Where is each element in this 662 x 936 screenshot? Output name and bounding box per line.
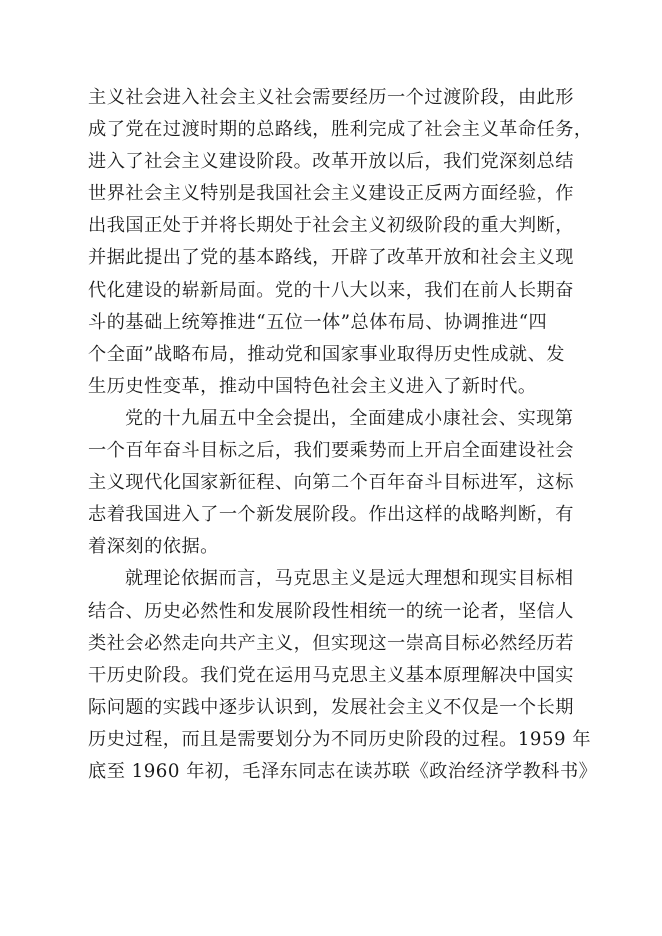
text-line: 志着我国进入了一个新发展阶段。作出这样的战略判断，有 (88, 504, 574, 526)
text-line: 代化建设的崭新局面。党的十八大以来，我们在前人长期奋 (88, 279, 574, 301)
text-line: 进入了社会主义建设阶段。改革开放以后，我们党深刻总结 (88, 151, 574, 173)
text-line: 底至 1960 年初，毛泽东同志在读苏联《政治经济学教科书》 (88, 760, 598, 782)
text-line: 出我国正处于并将长期处于社会主义初级阶段的重大判断， (88, 215, 574, 237)
text-line: 斗的基础上统筹推进“五位一体”总体布局、协调推进“四 (88, 311, 548, 333)
text-line: 着深刻的依据。 (88, 536, 219, 558)
text-line: 个全面”战略布局，推动党和国家事业取得历史性成就、发 (88, 343, 565, 365)
body-text (88, 82, 598, 788)
text-line: 主义现代化国家新征程、向第二个百年奋斗目标进军，这标 (88, 472, 574, 494)
text-line: 结合、历史必然性和发展阶段性相统一的统一论者，坚信人 (88, 600, 574, 622)
paragraph-1 (88, 82, 593, 403)
text-line: 类社会必然走向共产主义，但实现这一崇高目标必然经历若 (88, 632, 574, 654)
text-line: 一个百年奋斗目标之后，我们要乘势而上开启全面建设社会 (88, 440, 574, 462)
text-line: 生历史性变革，推动中国特色社会主义进入了新时代。 (88, 375, 537, 397)
text-line: 干历史阶段。我们党在运用马克思主义基本原理解决中国实 (88, 664, 574, 686)
text-line: 党的十九届五中全会提出，全面建成小康社会、实现第 (125, 407, 574, 429)
paragraph-3 (88, 563, 598, 788)
text-line: 成了党在过渡时期的总路线，胜利完成了社会主义革命任务， (88, 119, 593, 141)
text-line: 主义社会进入社会主义社会需要经历一个过渡阶段，由此形 (88, 87, 574, 108)
text-line: 就理论依据而言，马克思主义是远大理想和现实目标相 (125, 568, 574, 590)
text-line: 历史过程，而且是需要划分为不同历史阶段的过程。1959 年 (88, 728, 592, 750)
paragraph-2 (88, 403, 574, 563)
text-line: 世界社会主义特别是我国社会主义建设正反两方面经验，作 (88, 183, 574, 205)
text-line: 际问题的实践中逐步认识到，发展社会主义不仅是一个长期 (88, 696, 574, 718)
text-line: 并据此提出了党的基本路线，开辟了改革开放和社会主义现 (88, 247, 574, 269)
